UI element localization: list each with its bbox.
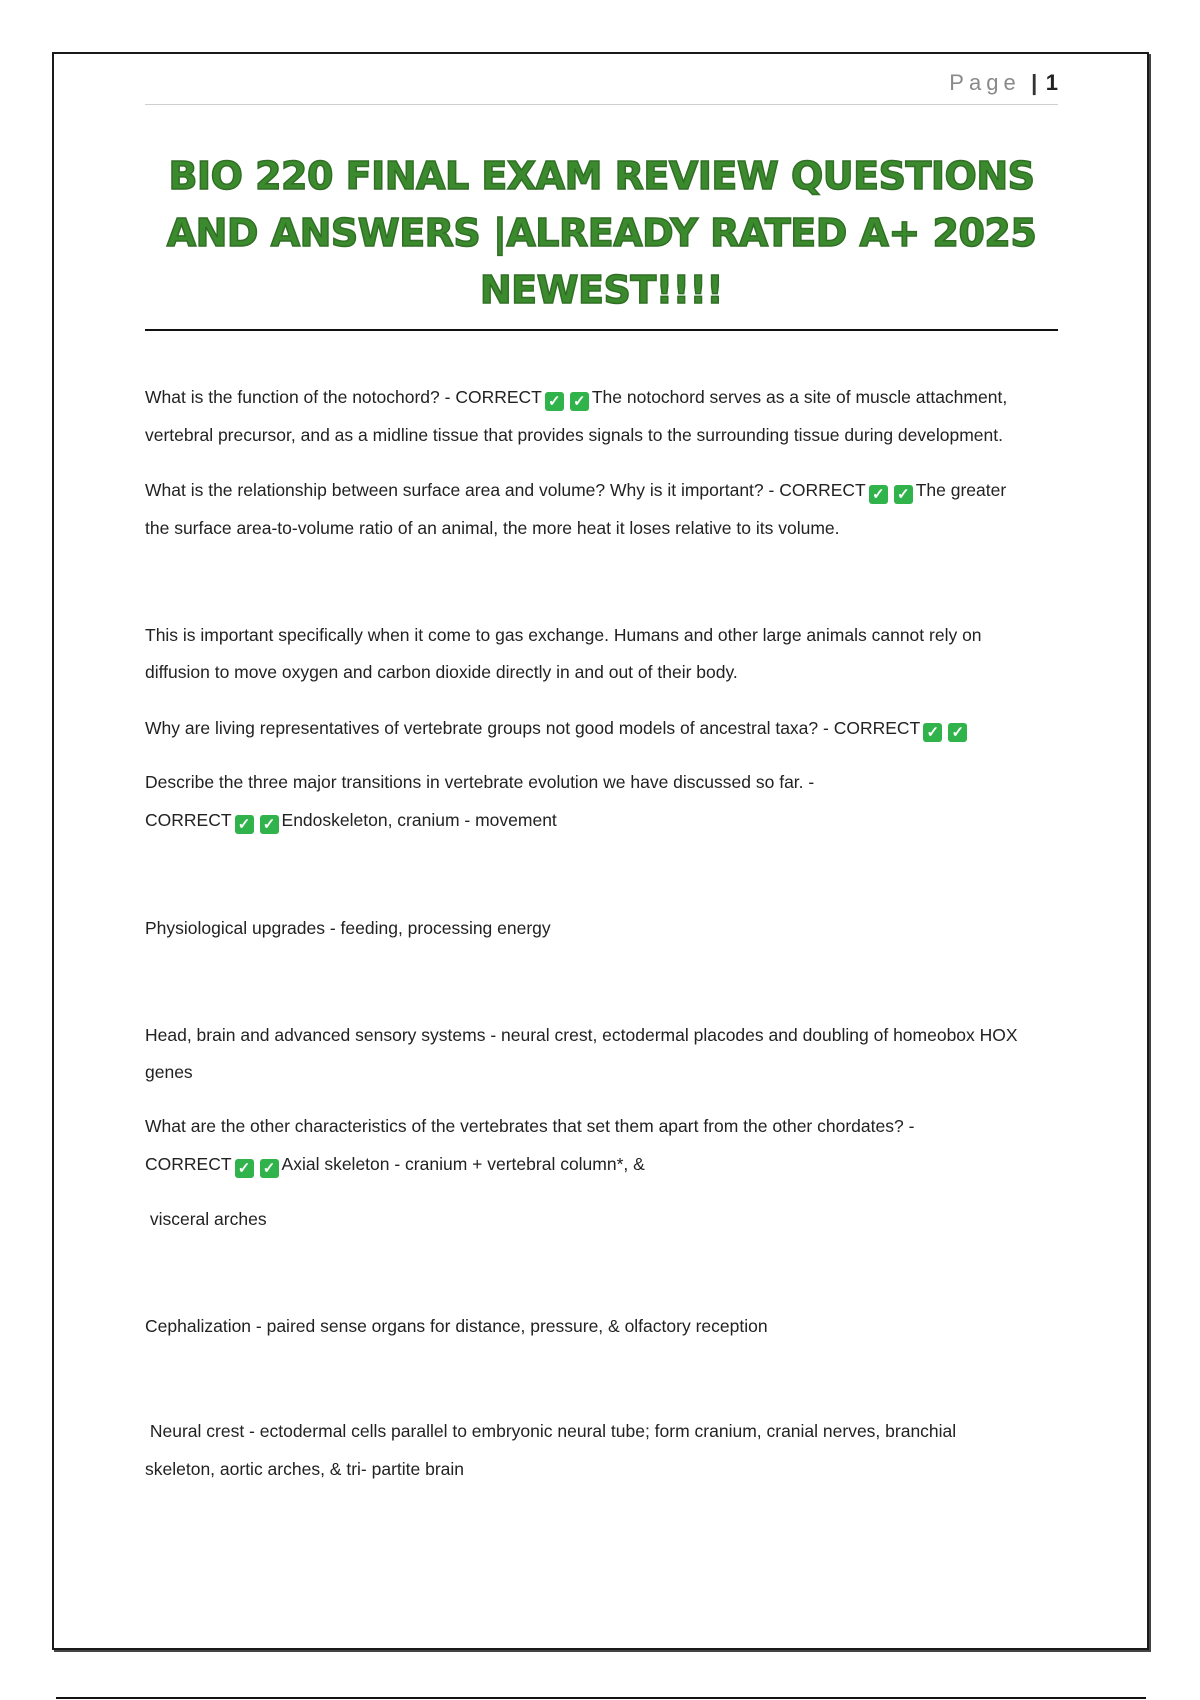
paragraph-physiological: Physiological upgrades - feeding, processing energy	[145, 918, 551, 938]
paragraph-continuation: skeleton, aortic arches, & tri- partite brain	[145, 1459, 465, 1479]
title-line-1: BIO 220 FINAL EXAM REVIEW QUESTIONS	[168, 154, 1035, 198]
check-icon: ✓	[235, 815, 254, 834]
answer-text: The notochord serves as a site of muscle attachment,	[591, 387, 1008, 407]
bottom-divider	[56, 1697, 1146, 1699]
question-characteristics: What are the other characteristics of the vertebrates that set them apart from the other chordates? -	[145, 1116, 915, 1136]
answer-characteristics	[145, 1152, 645, 1178]
answer-continuation: the surface area-to-volume ratio of an animal, the more heat it loses relative to its volume.	[145, 518, 840, 538]
check-icon: ✓	[545, 392, 564, 411]
paragraph-cephalization: Cephalization - paired sense organs for distance, pressure, & olfactory reception	[145, 1316, 768, 1336]
title-line-3: NEWEST!!!!	[479, 268, 724, 312]
answer-transitions	[145, 808, 557, 834]
check-icon: ✓	[260, 815, 279, 834]
question-transitions: Describe the three major transitions in vertebrate evolution we have discussed so far. -	[145, 772, 815, 792]
title-line-2: AND ANSWERS |ALREADY RATED A+ 2025	[166, 211, 1037, 255]
document-title	[145, 148, 1058, 331]
check-icon: ✓	[570, 392, 589, 411]
check-icon: ✓	[923, 723, 942, 742]
check-icon: ✓	[235, 1159, 254, 1178]
question-text: What is the function of the notochord? - CORRECT	[145, 387, 542, 407]
question-text: Why are living representatives of vertebrate groups not good models of ancestral taxa? - CORRECT	[145, 718, 921, 738]
correct-label: CORRECT	[145, 810, 232, 830]
page-label: Page	[949, 70, 1021, 95]
check-icon: ✓	[894, 485, 913, 504]
page-separator: |	[1031, 70, 1038, 95]
answer-continuation: vertebral precursor, and as a midline tissue that provides signals to the surrounding tissue during development.	[145, 425, 1003, 445]
check-icon: ✓	[869, 485, 888, 504]
paragraph-head-brain: Head, brain and advanced sensory systems - neural crest, ectodermal placodes and doubling of homeobox HOX	[145, 1025, 1018, 1045]
paragraph-visceral: visceral arches	[145, 1209, 267, 1229]
check-icon: ✓	[260, 1159, 279, 1178]
answer-text: Endoskeleton, cranium - movement	[281, 810, 557, 830]
paragraph-gas-exchange: This is important specifically when it come to gas exchange. Humans and other large animals cannot rely on	[145, 625, 982, 645]
question-text: What is the relationship between surface area and volume? Why is it important? - CORRECT	[145, 480, 866, 500]
answer-text: Axial skeleton - cranium + vertebral column*, &	[281, 1154, 645, 1174]
question-surface-area	[145, 478, 1006, 504]
paragraph-continuation: diffusion to move oxygen and carbon dioxide directly in and out of their body.	[145, 662, 738, 682]
check-icon: ✓	[948, 723, 967, 742]
answer-text: The greater	[915, 480, 1007, 500]
paragraph-continuation: genes	[145, 1062, 193, 1082]
paragraph-neural-crest: Neural crest - ectodermal cells parallel to embryonic neural tube; form cranium, cranial nerves, branchial	[145, 1421, 957, 1441]
page-header	[145, 70, 1058, 105]
question-notochord	[145, 385, 1007, 411]
question-living-representatives	[145, 716, 970, 742]
page-number: 1	[1045, 70, 1058, 95]
correct-label: CORRECT	[145, 1154, 232, 1174]
title-heading	[145, 148, 1058, 319]
